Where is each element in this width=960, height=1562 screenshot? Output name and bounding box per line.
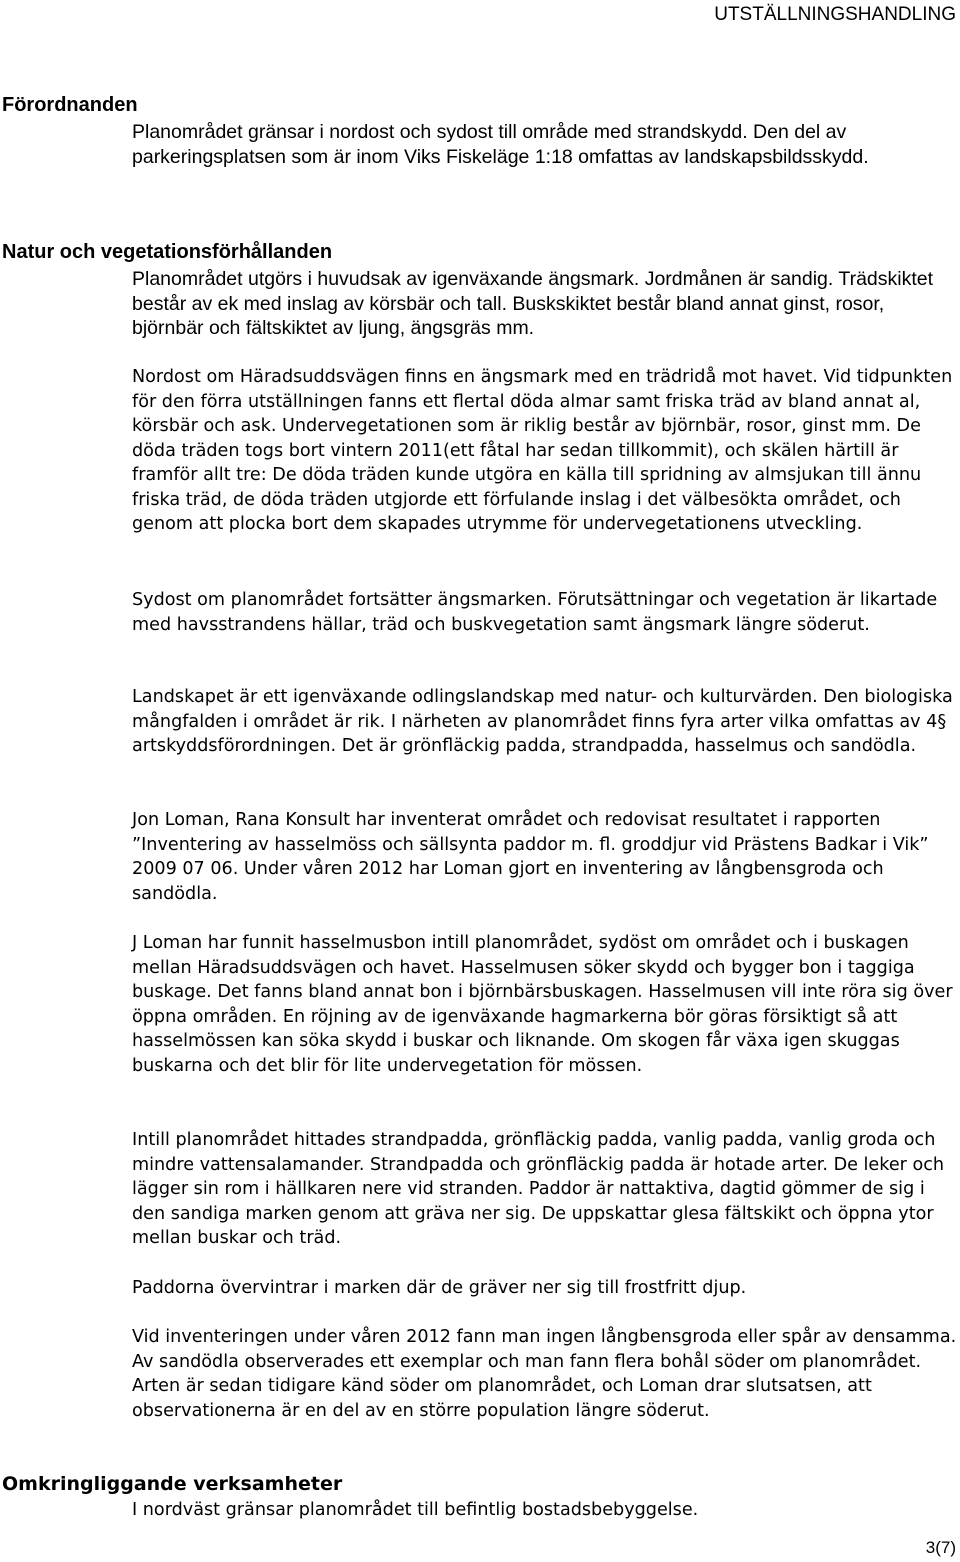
- document-header-title: UTSTÄLLNINGSHANDLING: [714, 4, 956, 25]
- natur-paragraph-8: Paddorna övervintrar i marken där de gräver ner sig till frostfritt djup.: [132, 1278, 747, 1298]
- page-number: 3(7): [925, 1538, 956, 1557]
- natur-paragraph-3: Sydost om planområdet fortsätter ängsmarken. Förutsättningar och vegetation är likartade med havsstrandens hällar, träd och buskvegetation samt ängsmark längre söderut.: [132, 590, 938, 635]
- natur-paragraph-7: Intill planområdet hittades strandpadda, grönfläckig padda, vanlig padda, vanlig groda och mindre vattensalamander. Strandpadda och grönfläckig padda är hotade arter. De leker och lägger sin rom i hällkaren nere vid stranden. Paddor är nattaktiva, dagtid gömmer de sig i den sandiga marken genom att gräva ner sig. De uppskattar glesa fältskikt och öppna ytor mellan buskar och träd.: [132, 1130, 945, 1248]
- omkring-paragraph: I nordväst gränsar planområdet till befintlig bostadsbebyggelse.: [132, 1500, 699, 1520]
- forordnanden-paragraph: Planområdet gränsar i nordost och sydost till område med strandskydd. Den del av parkeringsplatsen som är inom Viks Fiskeläge 1:18 omfattas av landskapsbildsskydd.: [132, 121, 869, 168]
- heading-forordnanden: Förordnanden: [2, 94, 138, 116]
- heading-omkringliggande: Omkringliggande verksamheter: [2, 1473, 343, 1495]
- natur-paragraph-5: Jon Loman, Rana Konsult har inventerat området och redovisat resultatet i rapporten ”Inventering av hasselmöss och sällsynta paddor m. fl. groddjur vid Prästens Badkar i Vik” 2009 07 06. Under våren 2012 har Loman gjort en inventering av långbensgroda och sandödla.: [132, 810, 929, 904]
- natur-paragraph-4: Landskapet är ett igenväxande odlingslandskap med natur- och kulturvärden. Den biologiska mångfalden i området är rik. I närheten av planområdet finns fyra arter vilka omfattas av 4§ artskyddsförordningen. Det är grönfläckig padda, strandpadda, hasselmus och sandödla.: [132, 687, 953, 756]
- heading-natur-vegetation: Natur och vegetationsförhållanden: [2, 241, 333, 263]
- natur-paragraph-2: Nordost om Häradsuddsvägen finns en ängsmark med en trädridå mot havet. Vid tidpunkten för den förra utställningen fanns ett flertal döda almar samt friska träd av bland annat al, körsbär och ask. Undervegetationen som är riklig består av björnbär, rosor, ginst mm. De döda träden togs bort vintern 2011(ett fåtal har sedan tillkommit), och skälen härtill är framför allt tre: De döda träden kunde utgöra en källa till spridning av almsjukan till ännu friska träd, de döda träden utgjorde ett förfulande inslag i det välbesökta området, och genom att plocka bort dem skapades utrymme för undervegetationens utveckling.: [132, 367, 953, 534]
- natur-paragraph-9: Vid inventeringen under våren 2012 fann man ingen långbensgroda eller spår av densamma. Av sandödla observerades ett exemplar och man fann flera bohål söder om planområdet. Arten är sedan tidigare känd söder om planområdet, och Loman drar slutsatsen, att observationerna är en del av en större population längre söderut.: [132, 1327, 957, 1421]
- natur-paragraph-1: Planområdet utgörs i huvudsak av igenväxande ängsmark. Jordmånen är sandig. Trädskiktet består av ek med inslag av körsbär och tall. Buskskiktet består bland annat ginst, rosor, björnbär och fältskiktet av ljung, ängsgräs mm.: [132, 268, 934, 339]
- natur-paragraph-6: J Loman har funnit hasselmusbon intill planområdet, sydöst om området och i buskagen mellan Häradsuddsvägen och havet. Hasselmusen söker skydd och bygger bon i taggiga buskage. Det fanns bland annat bon i björnbärsbuskagen. Hasselmusen vill inte röra sig över öppna områden. En röjning av de igenväxande hagmarkerna bör göras försiktigt så att hasselmössen kan söka skydd i buskar och liknande. Om skogen får växa igen skuggas buskarna och det blir för lite undervegetation för mössen.: [132, 933, 953, 1076]
